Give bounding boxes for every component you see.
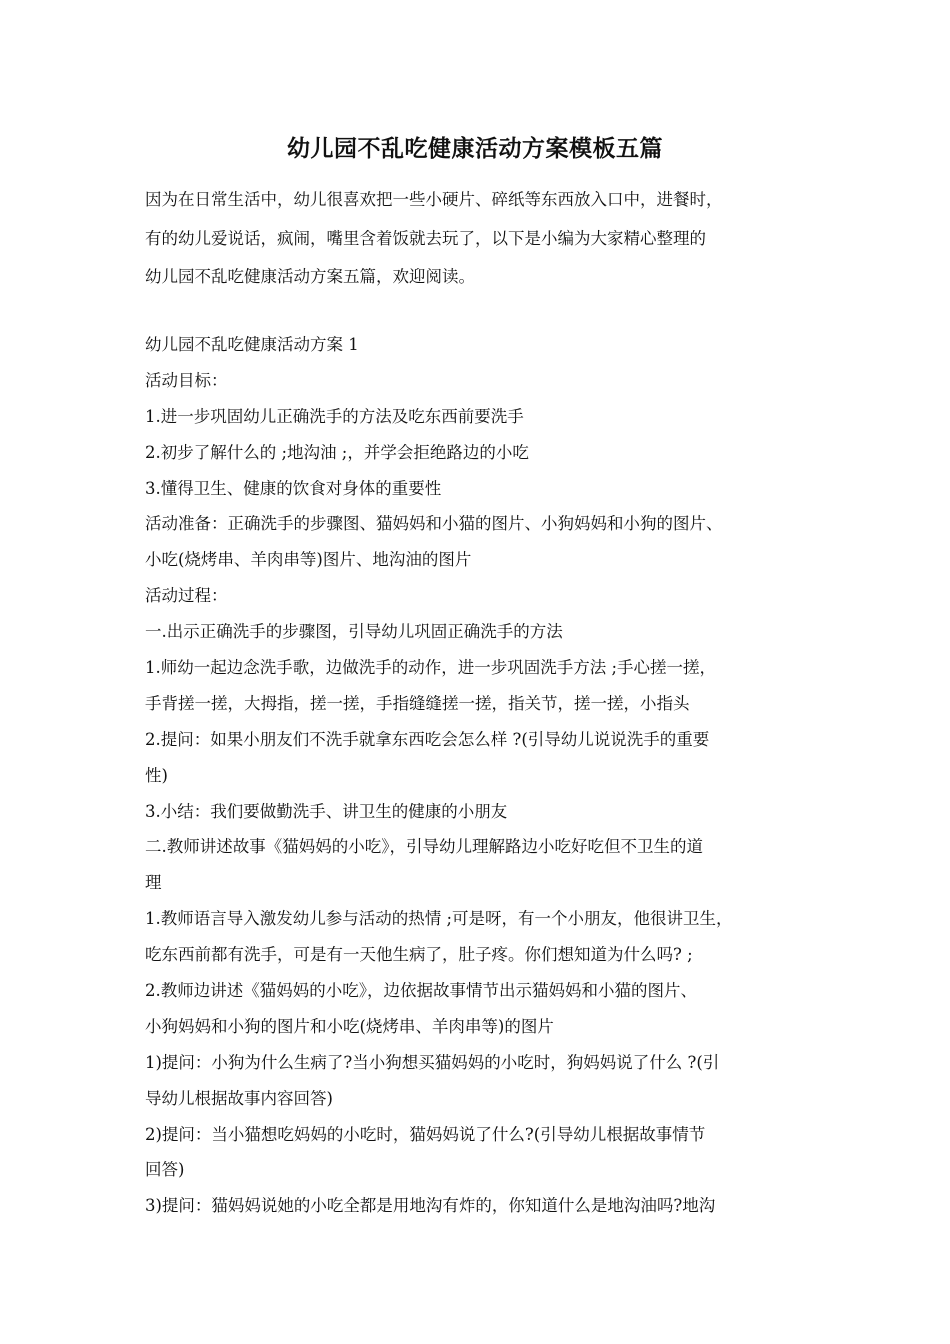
body-line: 回答) <box>145 1160 185 1180</box>
intro-line: 有的幼儿爱说话，疯闹，嘴里含着饭就去玩了，以下是小编为大家精心整理的 <box>145 228 706 248</box>
intro-line: 因为在日常生活中，幼儿很喜欢把一些小硬片、碎纸等东西放入口中，进餐时， <box>145 190 723 209</box>
intro-paragraph <box>145 181 820 297</box>
section-heading: 幼儿园不乱吃健康活动方案 1 <box>145 335 359 354</box>
document-body <box>145 327 820 1224</box>
body-line: 活动目标： <box>145 370 228 390</box>
document-title: 幼儿园不乱吃健康活动方案模板五篇 <box>287 135 663 162</box>
body-line: 小吃(烧烤串、羊肉串等)图片、地沟油的图片 <box>145 550 472 570</box>
body-line: 2.教师边讲述《猫妈妈的小吃》，边依据故事情节出示猫妈妈和小猫的图片、 <box>145 981 697 1001</box>
body-line: 吃东西前都有洗手，可是有一天他生病了，肚子疼。你们想知道为什么吗? ; <box>145 945 693 965</box>
body-line: 活动过程： <box>145 586 228 606</box>
body-line: 3.小结：我们要做勤洗手、讲卫生的健康的小朋友 <box>145 801 508 821</box>
body-line: 活动准备：正确洗手的步骤图、猫妈妈和小猫的图片、小狗妈妈和小狗的图片、 <box>145 514 723 534</box>
body-line: 3.懂得卫生、健康的饮食对身体的重要性 <box>145 478 442 498</box>
intro-line: 幼儿园不乱吃健康活动方案五篇，欢迎阅读。 <box>145 267 475 286</box>
body-line: 3)提问：猫妈妈说她的小吃全都是用地沟有炸的，你知道什么是地沟油吗?地沟 <box>145 1196 716 1216</box>
body-line: 1.进一步巩固幼儿正确洗手的方法及吃东西前要洗手 <box>145 406 524 426</box>
body-line: 导幼儿根据故事内容回答) <box>145 1088 333 1108</box>
body-line: 二.教师讲述故事《猫妈妈的小吃》，引导幼儿理解路边小吃好吃但不卫生的道 <box>145 837 703 857</box>
body-line: 1)提问：小狗为什么生病了?当小狗想买猫妈妈的小吃时，狗妈妈说了什么 ?(引 <box>145 1052 720 1072</box>
body-line: 手背搓一搓，大拇指，搓一搓，手指缝缝搓一搓，指关节，搓一搓，小指头 <box>145 693 690 713</box>
body-line: 2)提问：当小猫想吃妈妈的小吃时，猫妈妈说了什么?(引导幼儿根据故事情节 <box>145 1124 706 1144</box>
body-line: 2.提问：如果小朋友们不洗手就拿东西吃会怎么样 ?(引导幼儿说说洗手的重要 <box>145 729 710 749</box>
body-line: 性) <box>145 765 168 785</box>
body-line: 1.师幼一起边念洗手歌，边做洗手的动作，进一步巩固洗手方法 ;手心搓一搓， <box>145 658 717 678</box>
body-line: 理 <box>145 873 162 893</box>
body-line: 2.初步了解什么的 ;地沟油 ;，并学会拒绝路边的小吃 <box>145 442 529 462</box>
body-line: 一.出示正确洗手的步骤图，引导幼儿巩固正确洗手的方法 <box>145 622 563 642</box>
body-line: 小狗妈妈和小狗的图片和小吃(烧烤串、羊肉串等)的图片 <box>145 1016 554 1036</box>
body-line: 1.教师语言导入激发幼儿参与活动的热情 ;可是呀，有一个小朋友，他很讲卫生， <box>145 909 733 929</box>
